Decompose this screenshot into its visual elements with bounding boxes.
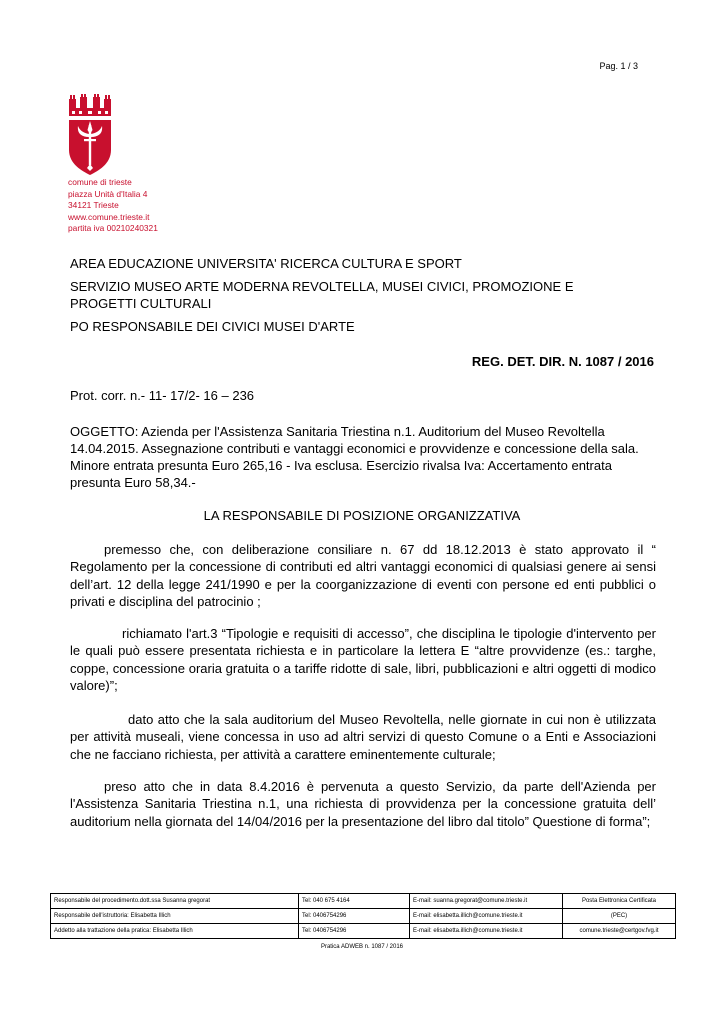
table-row <box>51 909 676 924</box>
pec-cell: (PEC) <box>563 909 676 924</box>
servizio-heading: SERVIZIO MUSEO ARTE MODERNA REVOLTELLA, MUSEI CIVICI, PROMOZIONE E PROGETTI CULTURALI <box>70 279 574 311</box>
trieste-coat-of-arms-icon <box>68 94 112 176</box>
website-link[interactable]: www.comune.trieste.it <box>68 211 150 222</box>
responsible-heading: LA RESPONSABILE DI POSIZIONE ORGANIZZATIVA <box>203 508 521 523</box>
tel-cell: Tel: 040 675 4164 <box>299 894 410 909</box>
role-cell: Responsabile del procedimento.dott.ssa Susanna gregorat <box>51 894 299 909</box>
email-cell[interactable]: E-mail: suanna.gregorat@comune.trieste.it <box>410 894 563 909</box>
email-cell[interactable]: E-mail: elisabetta.illich@comune.trieste.it <box>410 924 563 939</box>
protocol-number: Prot. corr. n.- 11- 17/2- 16 – 236 <box>70 388 255 403</box>
auditorium-paragraph: dato atto che la sala auditorium del Museo Revoltella, nelle giornate in cui non è utilizzata per attività museali, viene concessa in uso ad altri servizi di questo Comune o a Enti e Associazioni che ne facciano richiesta, per attività a carattere eminentemente culturale; <box>70 712 656 762</box>
address-block <box>68 177 158 235</box>
vat-number: partita iva 00210240321 <box>68 223 158 234</box>
table-row <box>51 894 676 909</box>
subject-paragraph: OGGETTO: Azienda per l'Assistenza Sanitaria Triestina n.1. Auditorium del Museo Revoltella 14.04.2015. Assegnazione contributi e vantaggi economici e provvidenze e concessione della sala. Minore entrata presunta Euro 265,16 - Iva esclusa. Esercizio rivalsa Iva: Accertamento entrata presunta Euro 58,34.- <box>70 424 639 490</box>
po-heading: PO RESPONSABILE DEI CIVICI MUSEI D'ARTE <box>70 319 355 334</box>
role-cell: Responsabile dell'istruttoria: Elisabetta Illich <box>51 909 299 924</box>
pec-cell: Posta Elettronica Certificata <box>563 894 676 909</box>
request-paragraph: preso atto che in data 8.4.2016 è pervenuta a questo Servizio, da parte dell'Azienda per l'Assistenza Sanitaria Triestina n.1, una richiesta di provvidenza per la concessione gratuita dell’ auditorium nella giornata del 14/04/2016 per la presentazione del libro dal titolo” Questione di forma”; <box>70 779 656 829</box>
tel-cell: Tel: 0406754296 <box>299 924 410 939</box>
area-heading: AREA EDUCAZIONE UNIVERSITA' RICERCA CULTURA E SPORT <box>70 256 462 271</box>
email-cell[interactable]: E-mail: elisabetta.illich@comune.trieste.it <box>410 909 563 924</box>
role-cell: Addetto alla trattazione della pratica: Elisabetta Illich <box>51 924 299 939</box>
tel-cell: Tel: 0406754296 <box>299 909 410 924</box>
pec-cell[interactable]: comune.trieste@certgov.fvg.it <box>563 924 676 939</box>
address-line: comune di trieste <box>68 177 132 187</box>
contacts-table <box>50 893 676 939</box>
determination-number: REG. DET. DIR. N. 1087 / 2016 <box>471 354 654 369</box>
article-paragraph: richiamato l'art.3 “Tipologie e requisiti di accesso”, che disciplina le tipologie d'intervento per le quali può essere presentata richiesta e in particolare la lettera E “altre provvidenze (es.: targhe, coppe, concessione oraria gratuita o a tariffe ridotte di sale, libri, pubblicazioni e altri oggetti di modico valore)”; <box>70 626 656 693</box>
address-line: 34121 Trieste <box>68 200 119 211</box>
page-number: Pag. 1 / 3 <box>599 61 638 71</box>
address-line: piazza Unità d'Italia 4 <box>68 188 148 199</box>
pratica-number: Pratica ADWEB n. 1087 / 2016 <box>320 944 404 950</box>
table-row <box>51 924 676 939</box>
premise-paragraph: premesso che, con deliberazione consiliare n. 67 dd 18.12.2013 è stato approvato il “ Regolamento per la concessione di contributi ed altri vantaggi economici di qualsiasi genere ai sensi dell’art. 12 della legge 241/1990 e per la coorganizzazione di eventi con persone ed enti pubblici o privati e disciplina del patrocinio ; <box>70 542 656 609</box>
